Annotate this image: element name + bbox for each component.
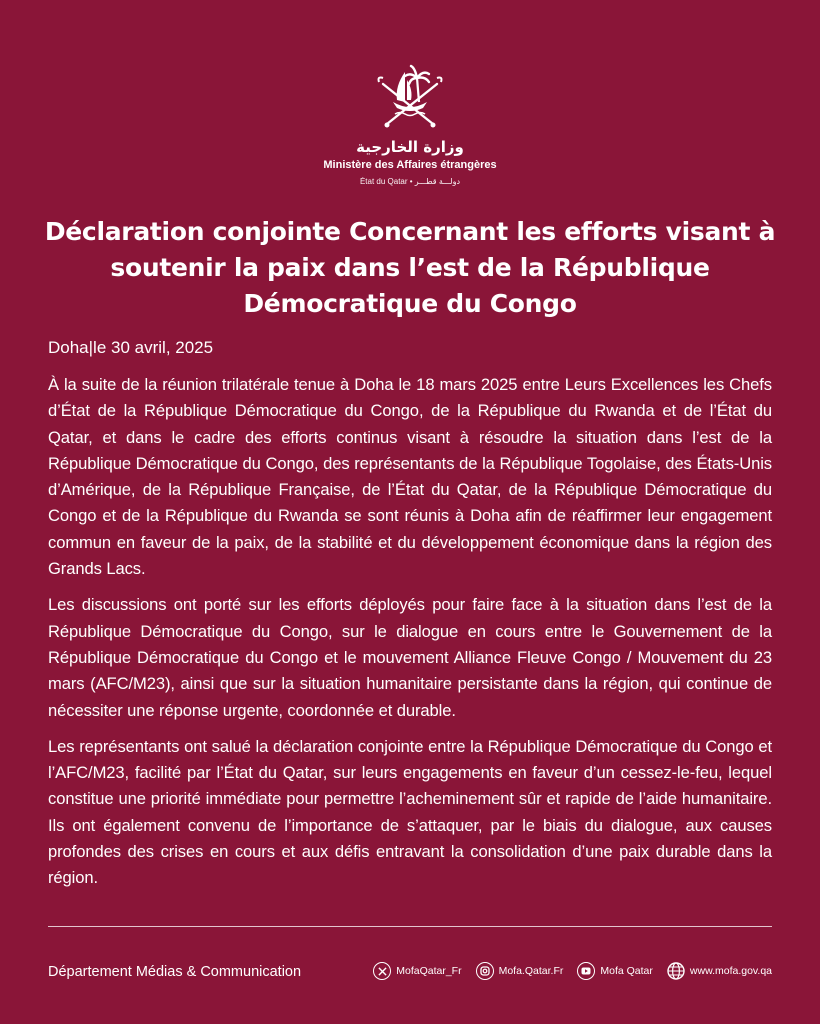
- statement-title: Déclaration conjointe Concernant les efforts visant à soutenir la paix dans l’est de la République Démocratique du Congo: [44, 217, 776, 318]
- paragraph-1: À la suite de la réunion trilatérale tenue à Doha le 18 mars 2025 entre Leurs Excellences les Chefs d’État de la République Démocratique du Congo, de la République du Rwanda et de l’État du Qatar, et dans le cadre des efforts continus visant à résoudre la situation dans l’est de la République Démocratique du Congo, des représentants de la République Togolaise, des États-Unis d’Amérique, de la République Française, de l’État du Qatar, de la République Démocratique du Congo et de la République du Rwanda se sont réunis à Doha afin de réaffirmer leur engagement commun en faveur de la paix, de la stabilité et du développement économique dans la région des Grands Lacs.: [48, 375, 772, 579]
- website-url: www.mofa.gov.qa: [689, 965, 772, 977]
- ministry-name-french: Ministère des Affaires étrangères: [323, 159, 497, 171]
- ministry-name-arabic: وزارة الخارجية: [356, 138, 464, 156]
- youtube-icon: [577, 962, 595, 980]
- ministry-logo: [0, 62, 820, 188]
- qatar-emblem-icon: [375, 62, 445, 132]
- globe-icon: [667, 962, 685, 980]
- social-youtube-handle: Mofa Qatar: [600, 965, 653, 977]
- social-x-handle: MofaQatar_Fr: [396, 965, 462, 977]
- social-x-link[interactable]: [373, 962, 461, 980]
- department-name: Département Médias & Communication: [48, 964, 302, 980]
- social-links: [373, 962, 772, 980]
- paragraph-3: Les représentants ont salué la déclaration conjointe entre la République Démocratique du Congo et l’AFC/M23, facilité par l’État du Qatar, sur leurs engagements en faveur d’un cessez-le-feu, lequel constitue une priorité immédiate pour permettre l’acheminement sûr et rapide de l’aide humanitaire. Ils ont également convenu de l’importance de s’attaquer, par le biais du dialogue, aux causes profondes des crises en cours et aux défis entravant la consolidation d’une paix durable dans la région.: [48, 736, 772, 888]
- dateline: Doha|le 30 avril, 2025: [48, 338, 214, 357]
- paragraph-2: Les discussions ont porté sur les efforts déployés pour faire face à la situation dans l’est de la République Démocratique du Congo, sur le dialogue en cours entre le Gouvernement de la République Démocratique du Congo et le mouvement Alliance Fleuve Congo / Mouvement du 23 mars (AFC/M23), ainsi que sur la situation humanitaire persistante dans la région, qui continue de nécessiter une réponse urgente, coordonnée et durable.: [48, 595, 772, 720]
- footer-divider: [48, 926, 772, 927]
- statement-body: [48, 372, 772, 902]
- social-instagram-link[interactable]: [476, 962, 564, 980]
- social-instagram-handle: Mofa.Qatar.Fr: [498, 965, 564, 977]
- ministry-state-line: État du Qatar • دولـــة قطـــر: [359, 177, 461, 186]
- social-youtube-link[interactable]: [577, 962, 653, 980]
- x-icon: [373, 962, 391, 980]
- instagram-icon: [476, 962, 494, 980]
- social-website-link[interactable]: [667, 962, 772, 980]
- footer: [48, 958, 772, 988]
